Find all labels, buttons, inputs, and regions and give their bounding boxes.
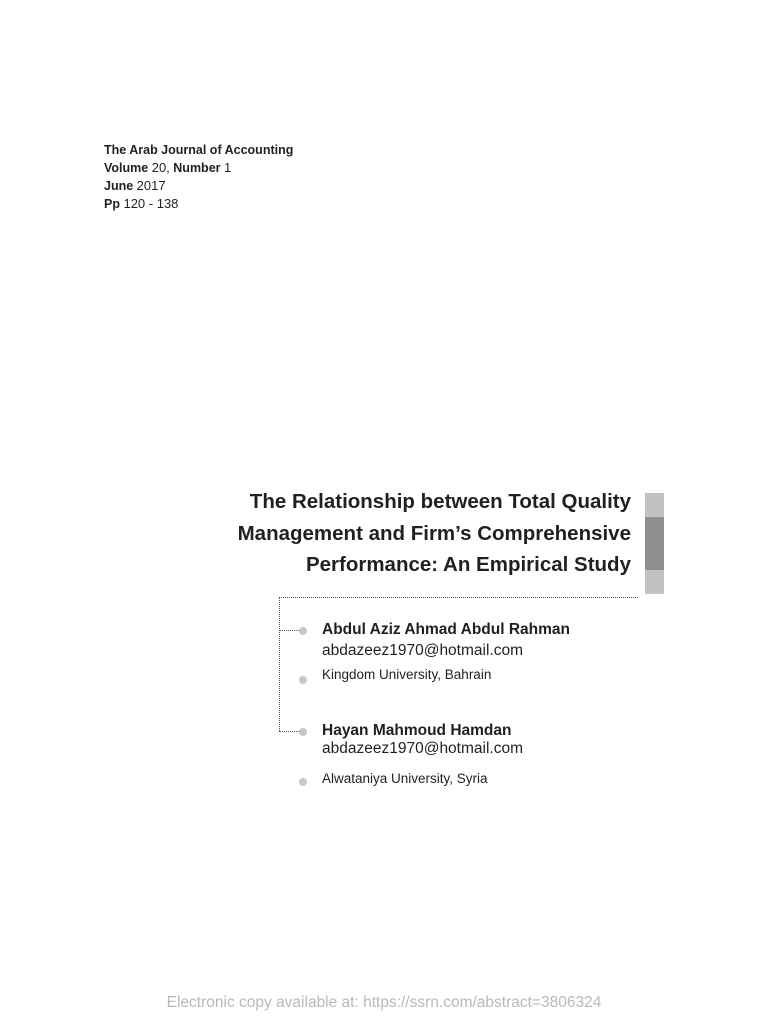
dotted-connector-author-1 (279, 630, 299, 631)
bullet-icon (299, 778, 307, 786)
dotted-divider-horizontal (279, 597, 638, 598)
pages-value: 120 - 138 (123, 196, 179, 211)
journal-header (104, 141, 293, 213)
year-value: 2017 (136, 178, 166, 193)
author-1-email: abdazeez1970@hotmail.com (322, 642, 523, 659)
author-1-name: Abdul Aziz Ahmad Abdul Rahman (322, 621, 570, 638)
volume-value: 20, (151, 160, 170, 175)
journal-name-row (104, 141, 293, 159)
title-line-1: The Relationship between Total Quality (249, 490, 631, 513)
volume-row (104, 159, 293, 177)
bullet-icon (299, 728, 307, 736)
dotted-connector-author-2 (279, 731, 299, 732)
title-line-2: Management and Firm’s Comprehensive (237, 521, 631, 545)
journal-name: The Arab Journal of Accounting (104, 143, 294, 157)
bullet-icon (299, 627, 307, 635)
author-2-affiliation: Alwataniya University, Syria (322, 771, 488, 786)
number-value: 1 (224, 160, 232, 175)
author-1-affiliation: Kingdom University, Bahrain (322, 667, 492, 682)
author-2-email: abdazeez1970@hotmail.com (322, 740, 523, 757)
dotted-divider-vertical (279, 598, 280, 731)
title-accent-bar-top (645, 493, 664, 517)
pages-row (104, 195, 293, 213)
author-2-name: Hayan Mahmoud Hamdan (322, 722, 512, 739)
bullet-icon (299, 676, 307, 684)
pages-label: Pp (104, 197, 120, 211)
volume-label: Volume (104, 161, 149, 175)
paper-title (161, 486, 631, 581)
date-row (104, 177, 293, 195)
month-label: June (104, 179, 134, 193)
number-label: Number (173, 161, 221, 175)
title-line-3: Performance: An Empirical Study (305, 553, 631, 576)
title-accent-bar-middle (645, 517, 664, 570)
electronic-copy-footer: Electronic copy available at: https://ssrn.com/abstract=3806324 (166, 994, 602, 1011)
title-accent-bar-bottom (645, 570, 664, 594)
